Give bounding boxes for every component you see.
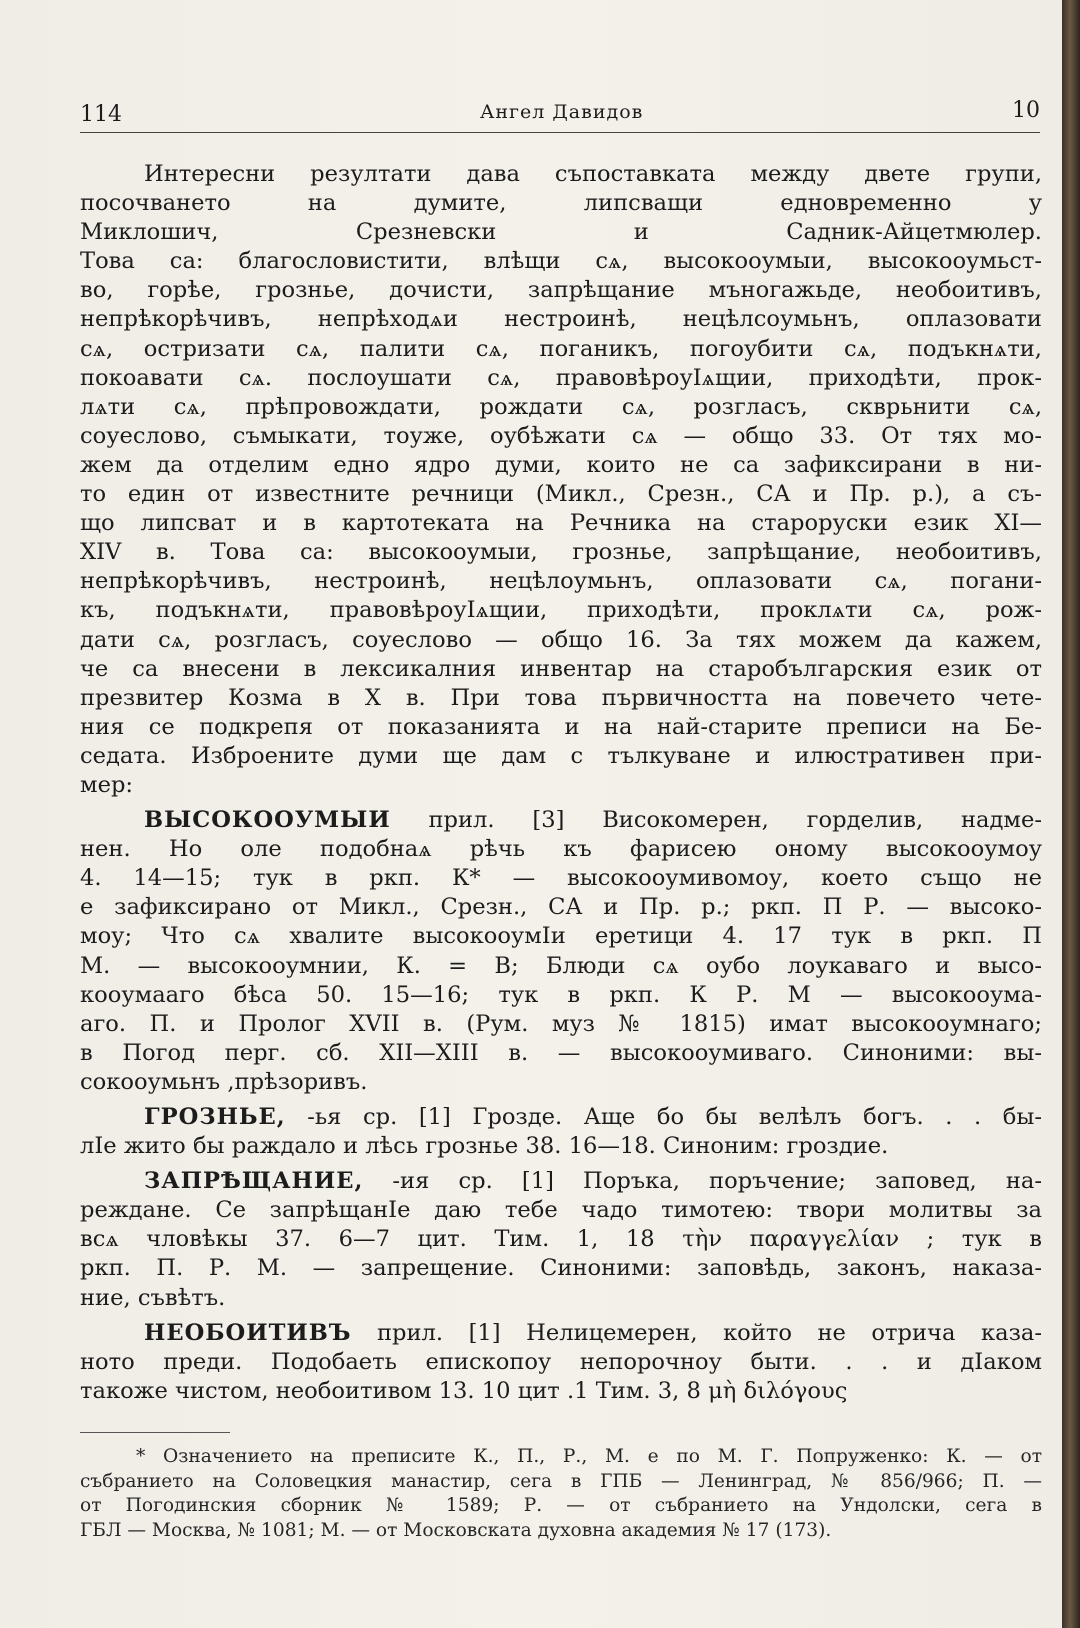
text-line: сѧ, остризати сѧ, палити сѧ, поганикъ, погоубити сѧ, подъкнѧти, [80,335,1042,362]
text-line: непрѣкорѣчивъ, нестроинѣ, нецѣлоумьнъ, оплазовати сѧ, погани- [80,568,1042,595]
text-line: лѧти сѧ, прѣпровождати, рождати сѧ, розгласъ, скврьнити сѧ, [80,393,1042,420]
text-line: такоже чистом, необоитивом 13. 10 цит .1 Тим. 3, 8 μὴ διλόγους [80,1377,848,1404]
text-line: аго. П. и Пролог XVII в. (Рум. муз № 1815) имат высокооумнаго; [80,1010,1042,1037]
text-line: всѧ чловѣкы 37. 6—7 цит. Тим. 1, 18 τὴν παραγγελίαν ; тук в [80,1226,1042,1253]
text-line: че са внесени в лексикалния инвентар на старобългарския език от [80,655,1042,682]
text-line: къ, подъкнѧти, правовѣроуIѧщии, приходѣти, проклѧти сѧ, рож- [80,597,1042,624]
text-line: дати сѧ, розгласъ, соуесловo — общо 16. За тях можем да кажем, [80,626,1042,653]
footnote-line: ГБЛ — Москва, № 1081; М. — от Московската духовна академия № 17 (173). [80,1519,832,1541]
text-line: презвитер Козма в X в. При това първичността на повечето четe- [80,684,1042,711]
text-line: ВЫСОКООУМЫИ прил. [3] Високомерен, горделив, надме- [144,807,1042,834]
running-title: Ангел Давидов [480,101,644,123]
footnote-line: от Погодинския сборник № 1589; Р. — от събранието на Ундолски, сега в [80,1495,1042,1517]
dictionary-entry-neoboitiv [80,1319,1042,1406]
text-line: во, горѣе, грозньe, дочисти, запрѣщание мъногажьде, необоитивъ, [80,277,1042,304]
text-line: Интересни резултати дава съпоставката между двете групи, [144,161,1042,187]
footnote-line: събранието на Соловецкия манастир, сега в ГПБ — Ленинград, № 856/966; П. — [80,1470,1042,1492]
text-line: нен. Но оле подобнаѧ рѣчь къ фарисею оному высокооумоу [80,836,1042,863]
page-number: 114 [80,102,122,127]
text-line: Миклошич, Срезневски и Садник-Айцетмюлер. [80,219,1042,246]
text-line: ГРОЗНЬЕ, -ья ср. [1] Грозде. Аще бо бы велѣлъ богъ. . . бы- [144,1104,1042,1130]
text-line: ЗАПРѢЩАНИЕ, -ия ср. [1] Поръка, поръчение; заповед, на- [144,1168,1042,1195]
corner-mark: 10 [1012,98,1040,123]
intro-paragraph [80,160,1042,800]
dictionary-entry-grozne [80,1103,1042,1161]
text-line: седата. Изброените думи ще дам с тълкуване и илюстративен при- [80,742,1042,769]
page-header [80,98,1040,133]
text-line: ние, съвѣтъ. [80,1284,226,1311]
footnote [80,1445,1042,1543]
text-line: що липсват и в картотеката на Речника на староруски език XI— [80,510,1042,537]
footnote-rule [80,1432,230,1433]
text-line: ното преди. Подобаеть епископоу непорочноу быти. . . и дIаком [80,1348,1042,1375]
page-body [80,160,1042,1406]
text-line: лIе жито бы раждало и лѣсь грозньe 38. 16—18. Синоним: гроздие. [80,1133,889,1160]
text-line: ркп. П. Р. М. — запрещение. Синоними: заповѣдь, законъ, наказа- [80,1255,1042,1282]
text-line: то един от известните речници (Микл., Срезн., СА и Пр. р.), а съ- [80,481,1042,508]
text-line: сокооумьнъ ,прѣзоривъ. [80,1068,368,1095]
text-line: Това са: благословистити, влѣщи сѧ, высокооумыи, высокооумьст- [80,248,1042,275]
text-line: жем да отделим едно ядро думи, които не са зафиксирани в ни- [80,451,1042,478]
text-line: мер: [80,771,134,798]
text-line: непрѣкорѣчивъ, непрѣходѧи нестроинѣ, нецѣлсоумьнъ, оплазовати [80,306,1042,333]
text-line: ния се подкрепя от показанията и на най-старите преписи на Бе- [80,713,1042,740]
footnote-line: * Означението на преписите К., П., Р., М. е по М. Г. Попруженко: К. — от [136,1446,1042,1467]
text-line: е зафиксирано от Микл., Срезн., СА и Пр. р.; ркп. П Р. — высоко- [80,894,1042,921]
text-line: М. — высокооумнии, К. = В; Блюди сѧ оубо лоукаваго и высо- [80,952,1042,979]
text-line: XIV в. Това са: высокооумыи, грозньe, запрѣщание, необоитивъ, [80,539,1042,566]
text-line: НЕОБОИТИВЪ прил. [1] Нелицемерен, който не отрича каза- [144,1319,1042,1346]
text-line: кооумаaго бѣса 50. 15—16; тук в ркп. К Р. М — высокооума- [80,981,1042,1008]
text-line: моу; Что сѧ хвалите высокооумIи еретици 4. 17 тук в ркп. П [80,923,1042,950]
dictionary-entry-zapreshtanie [80,1167,1042,1312]
text-line: в Погод перг. сб. XII—XIII в. — высокооумиваго. Синоними: вы- [80,1039,1042,1066]
text-line: посочването на думите, липсващи едновременно у [80,190,1042,217]
book-spine [1062,0,1080,1628]
text-line: соуесловo, съмыкати, тоуже, оубѣжати сѧ — общо 33. От тях мо- [80,422,1042,449]
dictionary-entry-vysokooumyi [80,806,1042,1097]
text-line: реждане. Се запрѣщанIе даю тебе чадо тимотею: твори молитвы за [80,1197,1042,1224]
text-line: 4. 14—15; тук в ркп. К* — высокооумивомоу, което също не [80,865,1042,892]
text-line: покоавати сѧ. послоушати сѧ, правовѣроуIѧщии, приходѣти, прок- [80,364,1042,391]
